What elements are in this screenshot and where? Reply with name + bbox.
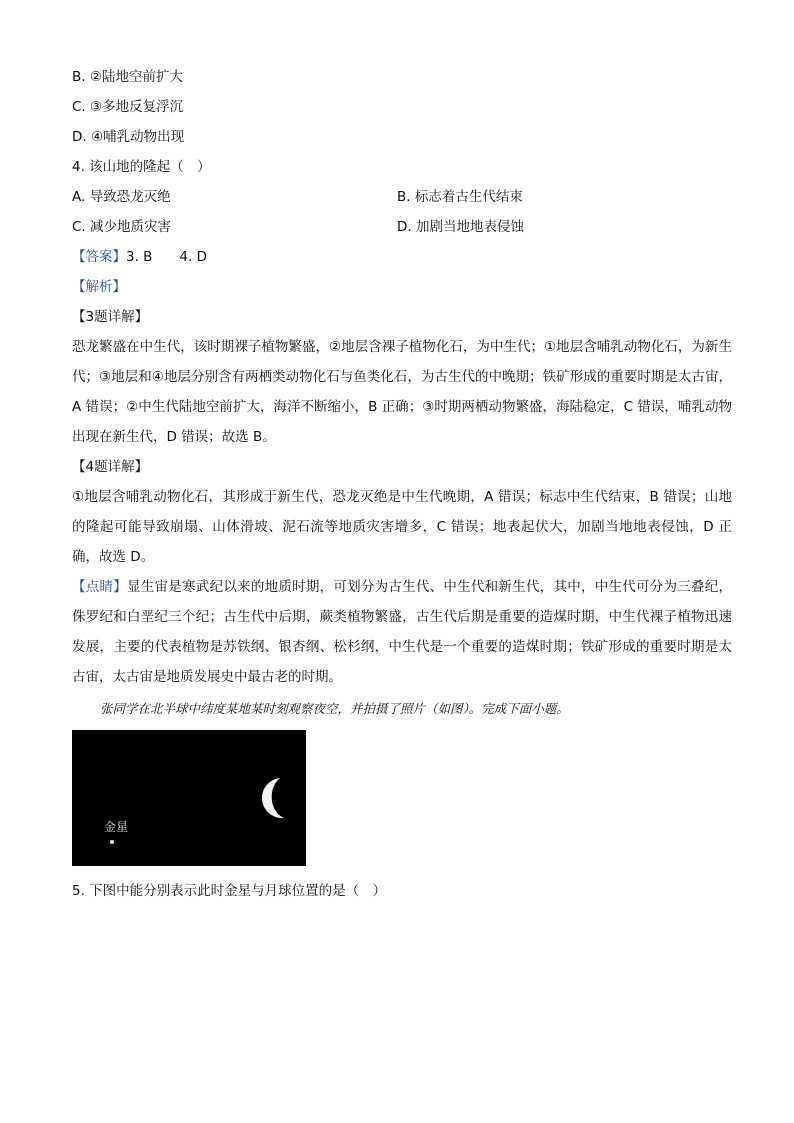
crescent-moon-icon <box>262 776 288 820</box>
q4-option-a: A. 导致恐龙灭绝 <box>72 189 171 205</box>
night-sky-photo <box>72 730 306 866</box>
tips-paragraph <box>72 572 732 692</box>
q4-detail-text: ①地层含哺乳动物化石，其形成于新生代，恐龙灭绝是中生代晚期，A 错误；标志中生代结束，B 错误；山地的隆起可能导致崩塌、山体滑坡、泥石流等地质灾害增多，C 错误；地表起伏大，加剧当地地表侵蚀，D 正确，故选 D。 <box>72 489 732 565</box>
q4-option-c: C. 减少地质灾害 <box>72 219 172 235</box>
answer-text: 3. B 4. D <box>126 249 207 265</box>
answer-label: 【答案】 <box>72 249 126 265</box>
tips-text: 显生宙是寒武纪以来的地质时期，可划分为古生代、中生代和新生代，其中，中生代可分为三叠纪，侏罗纪和白垩纪三个纪；古生代中后期，蕨类植物繁盛，古生代后期是重要的造煤时期，中生代裸子植物迅速发展，主要的代表植物是苏铁纲、银杏纲、松杉纲，中生代是一个重要的造煤时期；铁矿形成的重要时期是太古宙，太古宙是地质发展史中最古老的时期。 <box>72 579 733 685</box>
q5-stem: 5. 下图中能分别表示此时金星与月球位置的是（ ） <box>72 883 387 899</box>
q4-options-row-2 <box>72 212 732 242</box>
q3-option-d: D. ④哺乳动物出现 <box>72 129 185 145</box>
answer-line <box>72 242 732 272</box>
venus-dot <box>110 840 114 844</box>
q4-option-b: B. 标志着古生代结束 <box>397 189 523 205</box>
q3-detail-label: 【3题详解】 <box>72 309 149 325</box>
q5-intro: 张同学在北半球中纬度某地某时刻观察夜空，并拍摄了照片（如图）。完成下面小题。 <box>100 701 569 716</box>
q4-stem: 4. 该山地的隆起（ ） <box>72 159 211 175</box>
tips-label: 【点睛】 <box>72 579 128 595</box>
q3-option-c: C. ③多地反复浮沉 <box>72 99 184 115</box>
q4-detail-label: 【4题详解】 <box>72 459 149 475</box>
q4-options-row-1 <box>72 182 732 212</box>
q3-detail-text: 恐龙繁盛在中生代，该时期裸子植物繁盛，②地层含裸子植物化石，为中生代；①地层含哺乳动物化石，为新生代；③地层和④地层分别含有两栖类动物化石与鱼类化石，为古生代的中晚期；铁矿形成的重要时期是太古宙，A 错误；②中生代陆地空前扩大，海洋不断缩小，B 正确；③时期两栖动物繁盛，海陆稳定，C 错误，哺乳动物出现在新生代，D 错误；故选 B。 <box>72 339 732 445</box>
q3-option-b: B. ②陆地空前扩大 <box>72 69 183 85</box>
venus-label: 金星 <box>104 820 129 834</box>
q4-option-d: D. 加剧当地地表侵蚀 <box>397 219 524 235</box>
analysis-label: 【解析】 <box>72 279 126 295</box>
document-page <box>72 62 732 906</box>
